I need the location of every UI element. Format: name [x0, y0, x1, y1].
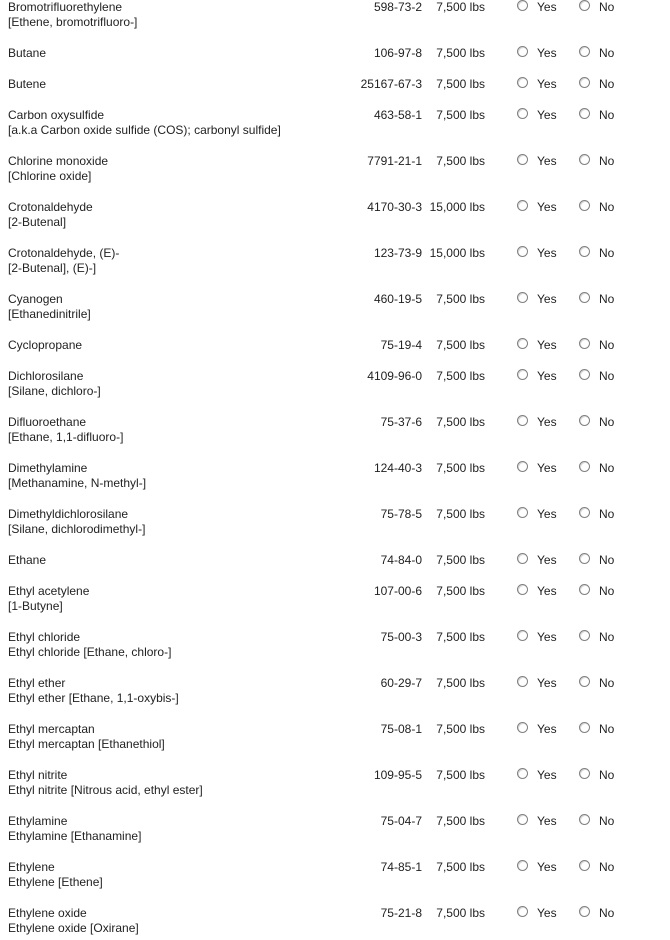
chemical-synonym: [Ethanedinitrile] — [8, 307, 91, 321]
chemical-name-cell — [8, 77, 338, 92]
cas-number: 74-85-1 — [380, 860, 422, 874]
no-label: No — [599, 722, 615, 736]
no-radio[interactable] — [579, 338, 590, 349]
threshold-quantity: 7,500 lbs — [436, 630, 485, 644]
threshold-quantity: 7,500 lbs — [436, 768, 485, 782]
chemical-name: Butane — [8, 46, 47, 60]
chemical-name: Carbon oxysulfide — [8, 108, 105, 122]
threshold-quantity: 7,500 lbs — [436, 906, 485, 920]
chemical-row — [0, 906, 670, 940]
threshold-quantity: 7,500 lbs — [436, 108, 485, 122]
no-radio[interactable] — [579, 584, 590, 595]
cas-number: 74-84-0 — [380, 553, 422, 567]
no-label: No — [599, 676, 615, 690]
yes-radio[interactable] — [517, 722, 528, 733]
yes-option[interactable] — [517, 77, 557, 92]
yes-label: Yes — [537, 369, 557, 383]
no-radio[interactable] — [579, 722, 590, 733]
chemical-name-cell — [8, 722, 338, 752]
yes-option[interactable] — [517, 369, 557, 384]
cas-number: 463-58-1 — [373, 108, 422, 122]
yes-option[interactable] — [517, 338, 557, 353]
no-label: No — [599, 200, 615, 214]
no-radio[interactable] — [579, 108, 590, 119]
chemical-name: Ethyl nitrite — [8, 768, 68, 782]
threshold-quantity: 7,500 lbs — [436, 0, 485, 14]
chemical-row — [0, 0, 670, 40]
no-option[interactable] — [579, 630, 614, 645]
chemical-name: Ethyl ether — [8, 676, 66, 690]
yes-option[interactable] — [517, 46, 557, 61]
cas-number: 106-97-8 — [373, 46, 422, 60]
no-option[interactable] — [579, 507, 614, 522]
yes-option[interactable] — [517, 0, 557, 15]
no-label: No — [599, 630, 615, 644]
no-label: No — [599, 108, 615, 122]
yes-option[interactable] — [517, 860, 557, 875]
no-radio[interactable] — [579, 630, 590, 641]
chemical-name-cell — [8, 246, 338, 276]
yes-radio[interactable] — [517, 553, 528, 564]
yes-label: Yes — [537, 814, 557, 828]
chemical-name-cell — [8, 46, 338, 61]
no-radio[interactable] — [579, 814, 590, 825]
chemical-synonym: [a.k.a Carbon oxide sulfide (COS); carbonyl sulfide] — [8, 123, 281, 137]
yes-radio[interactable] — [517, 814, 528, 825]
chemical-synonym: [Silane, dichloro-] — [8, 384, 101, 398]
chemical-row — [0, 860, 670, 900]
chemical-row — [0, 676, 670, 716]
chemical-synonym: [Silane, dichlorodimethyl-] — [8, 522, 146, 536]
yes-option[interactable] — [517, 154, 557, 169]
chemical-name-cell — [8, 860, 338, 890]
yes-option[interactable] — [517, 768, 557, 783]
chemical-synonym: [Chlorine oxide] — [8, 169, 92, 183]
chemical-synonym: Ethyl nitrite [Nitrous acid, ethyl ester] — [8, 783, 203, 797]
no-radio[interactable] — [579, 46, 590, 57]
threshold-quantity: 7,500 lbs — [436, 154, 485, 168]
yes-label: Yes — [537, 676, 557, 690]
no-label: No — [599, 461, 615, 475]
no-label: No — [599, 906, 615, 920]
no-radio[interactable] — [579, 369, 590, 380]
cas-number: 124-40-3 — [373, 461, 422, 475]
no-radio[interactable] — [579, 77, 590, 88]
cas-number: 4109-96-0 — [367, 369, 422, 383]
yes-option[interactable] — [517, 630, 557, 645]
cas-number: 598-73-2 — [373, 0, 422, 14]
yes-label: Yes — [537, 0, 557, 14]
no-option[interactable] — [579, 553, 614, 568]
chemical-name-cell — [8, 461, 338, 491]
cas-number: 4170-30-3 — [367, 200, 422, 214]
no-radio[interactable] — [579, 507, 590, 518]
no-radio[interactable] — [579, 906, 590, 917]
no-label: No — [599, 507, 615, 521]
chemical-name-cell — [8, 507, 338, 537]
yes-label: Yes — [537, 906, 557, 920]
yes-label: Yes — [537, 507, 557, 521]
chemical-row — [0, 154, 670, 194]
no-label: No — [599, 415, 615, 429]
yes-option[interactable] — [517, 553, 557, 568]
yes-label: Yes — [537, 338, 557, 352]
chemical-synonym: [1-Butyne] — [8, 599, 63, 613]
no-radio[interactable] — [579, 553, 590, 564]
threshold-quantity: 7,500 lbs — [436, 46, 485, 60]
yes-option[interactable] — [517, 722, 557, 737]
no-option[interactable] — [579, 369, 614, 384]
chemical-name: Crotonaldehyde, (E)- — [8, 246, 120, 260]
threshold-quantity: 7,500 lbs — [436, 461, 485, 475]
chemical-row — [0, 415, 670, 455]
cas-number: 60-29-7 — [380, 676, 422, 690]
no-option[interactable] — [579, 860, 614, 875]
cas-number: 25167-67-3 — [360, 77, 422, 91]
yes-label: Yes — [537, 860, 557, 874]
no-label: No — [599, 154, 615, 168]
chemical-name: Cyanogen — [8, 292, 63, 306]
no-option[interactable] — [579, 0, 614, 15]
cas-number: 107-00-6 — [373, 584, 422, 598]
chemical-synonym: [Ethane, 1,1-difluoro-] — [8, 430, 124, 444]
threshold-quantity: 7,500 lbs — [436, 676, 485, 690]
yes-option[interactable] — [517, 415, 557, 430]
chemical-name-cell — [8, 0, 338, 30]
chemical-name-cell — [8, 584, 338, 614]
no-label: No — [599, 246, 615, 260]
no-option[interactable] — [579, 906, 614, 921]
yes-radio[interactable] — [517, 676, 528, 687]
no-option[interactable] — [579, 338, 614, 353]
no-label: No — [599, 584, 615, 598]
chemical-name: Butene — [8, 77, 47, 91]
chemical-synonym: Ethylene [Ethene] — [8, 875, 103, 889]
no-option[interactable] — [579, 292, 614, 307]
cas-number: 75-04-7 — [380, 814, 422, 828]
chemical-synonym: [2-Butenal] — [8, 215, 67, 229]
yes-option[interactable] — [517, 676, 557, 691]
yes-radio[interactable] — [517, 906, 528, 917]
cas-number: 75-78-5 — [380, 507, 422, 521]
chemical-synonym: [Methanamine, N-methyl-] — [8, 476, 147, 490]
no-option[interactable] — [579, 415, 614, 430]
no-radio[interactable] — [579, 461, 590, 472]
chemical-synonym: Ethyl chloride [Ethane, chloro-] — [8, 645, 172, 659]
threshold-quantity: 7,500 lbs — [436, 722, 485, 736]
no-label: No — [599, 553, 615, 567]
yes-label: Yes — [537, 553, 557, 567]
no-option[interactable] — [579, 722, 614, 737]
yes-label: Yes — [537, 461, 557, 475]
yes-label: Yes — [537, 108, 557, 122]
yes-radio[interactable] — [517, 768, 528, 779]
cas-number: 75-19-4 — [380, 338, 422, 352]
yes-radio[interactable] — [517, 108, 528, 119]
yes-label: Yes — [537, 292, 557, 306]
chemical-row — [0, 369, 670, 409]
yes-radio[interactable] — [517, 246, 528, 257]
chemical-synonym: [Ethene, bromotrifluoro-] — [8, 15, 138, 29]
chemical-row — [0, 722, 670, 762]
chemical-row — [0, 292, 670, 332]
yes-radio[interactable] — [517, 369, 528, 380]
no-label: No — [599, 814, 615, 828]
chemical-name: Dichlorosilane — [8, 369, 84, 383]
no-option[interactable] — [579, 768, 614, 783]
cas-number: 460-19-5 — [373, 292, 422, 306]
no-radio[interactable] — [579, 292, 590, 303]
chemical-name: Ethylamine — [8, 814, 68, 828]
no-label: No — [599, 369, 615, 383]
no-label: No — [599, 77, 615, 91]
no-option[interactable] — [579, 246, 614, 261]
chemical-synonym: Ethyl mercaptan [Ethanethiol] — [8, 737, 165, 751]
chemical-row — [0, 768, 670, 808]
yes-radio[interactable] — [517, 584, 528, 595]
chemical-name: Bromotrifluorethylene — [8, 0, 123, 14]
chemical-row — [0, 584, 670, 624]
chemical-synonym: Ethylamine [Ethanamine] — [8, 829, 142, 843]
chemical-name-cell — [8, 154, 338, 184]
yes-option[interactable] — [517, 814, 557, 829]
chemical-name: Chlorine monoxide — [8, 154, 109, 168]
chemical-synonym: Ethylene oxide [Oxirane] — [8, 921, 139, 935]
chemical-name-cell — [8, 630, 338, 660]
chemical-name: Ethyl chloride — [8, 630, 81, 644]
cas-number: 75-00-3 — [380, 630, 422, 644]
threshold-quantity: 15,000 lbs — [429, 246, 485, 260]
yes-option[interactable] — [517, 507, 557, 522]
threshold-quantity: 7,500 lbs — [436, 292, 485, 306]
chemical-row — [0, 507, 670, 547]
cas-number: 123-73-9 — [373, 246, 422, 260]
chemical-name: Dimethyldichlorosilane — [8, 507, 129, 521]
chemical-name: Ethane — [8, 553, 47, 567]
threshold-quantity: 7,500 lbs — [436, 507, 485, 521]
cas-number: 75-21-8 — [380, 906, 422, 920]
no-option[interactable] — [579, 461, 614, 476]
chemical-name: Ethyl mercaptan — [8, 722, 95, 736]
no-radio[interactable] — [579, 860, 590, 871]
no-label: No — [599, 292, 615, 306]
chemical-name-cell — [8, 768, 338, 798]
yes-label: Yes — [537, 77, 557, 91]
yes-label: Yes — [537, 154, 557, 168]
no-radio[interactable] — [579, 415, 590, 426]
no-radio[interactable] — [579, 154, 590, 165]
yes-label: Yes — [537, 246, 557, 260]
yes-label: Yes — [537, 768, 557, 782]
yes-radio[interactable] — [517, 154, 528, 165]
threshold-quantity: 7,500 lbs — [436, 415, 485, 429]
yes-label: Yes — [537, 415, 557, 429]
chemical-row — [0, 246, 670, 286]
yes-radio[interactable] — [517, 292, 528, 303]
chemical-name: Ethyl acetylene — [8, 584, 90, 598]
no-radio[interactable] — [579, 768, 590, 779]
yes-radio[interactable] — [517, 415, 528, 426]
yes-label: Yes — [537, 46, 557, 60]
no-radio[interactable] — [579, 200, 590, 211]
threshold-quantity: 7,500 lbs — [436, 553, 485, 567]
no-radio[interactable] — [579, 0, 590, 11]
chemical-name-cell — [8, 200, 338, 230]
threshold-quantity: 7,500 lbs — [436, 584, 485, 598]
yes-radio[interactable] — [517, 338, 528, 349]
cas-number: 109-95-5 — [373, 768, 422, 782]
chemical-row — [0, 814, 670, 854]
chemical-name: Difluoroethane — [8, 415, 87, 429]
threshold-quantity: 7,500 lbs — [436, 814, 485, 828]
cas-number: 7791-21-1 — [367, 154, 422, 168]
yes-radio[interactable] — [517, 461, 528, 472]
chemical-row — [0, 108, 670, 148]
threshold-quantity: 7,500 lbs — [436, 77, 485, 91]
no-option[interactable] — [579, 200, 614, 215]
cas-number: 75-37-6 — [380, 415, 422, 429]
yes-label: Yes — [537, 584, 557, 598]
no-option[interactable] — [579, 108, 614, 123]
chemical-name: Dimethylamine — [8, 461, 88, 475]
chemical-name-cell — [8, 369, 338, 399]
no-option[interactable] — [579, 584, 614, 599]
yes-radio[interactable] — [517, 200, 528, 211]
no-label: No — [599, 46, 615, 60]
yes-radio[interactable] — [517, 46, 528, 57]
chemical-synonym: Ethyl ether [Ethane, 1,1-oxybis-] — [8, 691, 179, 705]
yes-option[interactable] — [517, 200, 557, 215]
chemical-name-cell — [8, 108, 338, 138]
no-option[interactable] — [579, 77, 614, 92]
chemical-name-cell — [8, 415, 338, 445]
yes-option[interactable] — [517, 584, 557, 599]
chemical-row — [0, 630, 670, 670]
chemical-synonym: [2-Butenal], (E)-] — [8, 261, 97, 275]
threshold-quantity: 7,500 lbs — [436, 860, 485, 874]
no-option[interactable] — [579, 814, 614, 829]
no-option[interactable] — [579, 676, 614, 691]
chemical-name-cell — [8, 338, 338, 353]
cas-number: 75-08-1 — [380, 722, 422, 736]
yes-label: Yes — [537, 722, 557, 736]
chemical-name: Ethylene — [8, 860, 55, 874]
no-radio[interactable] — [579, 676, 590, 687]
yes-option[interactable] — [517, 292, 557, 307]
chemical-name: Ethylene oxide — [8, 906, 87, 920]
chemical-row — [0, 461, 670, 501]
no-label: No — [599, 0, 615, 14]
no-label: No — [599, 860, 615, 874]
yes-option[interactable] — [517, 461, 557, 476]
chemical-name-cell — [8, 292, 338, 322]
chemical-name-cell — [8, 814, 338, 844]
chemical-name: Crotonaldehyde — [8, 200, 93, 214]
yes-radio[interactable] — [517, 860, 528, 871]
yes-label: Yes — [537, 630, 557, 644]
no-radio[interactable] — [579, 246, 590, 257]
yes-option[interactable] — [517, 246, 557, 261]
chemical-name-cell — [8, 906, 338, 936]
yes-radio[interactable] — [517, 630, 528, 641]
threshold-quantity: 7,500 lbs — [436, 338, 485, 352]
no-label: No — [599, 768, 615, 782]
yes-option[interactable] — [517, 108, 557, 123]
threshold-quantity: 15,000 lbs — [429, 200, 485, 214]
no-option[interactable] — [579, 154, 614, 169]
yes-radio[interactable] — [517, 77, 528, 88]
no-label: No — [599, 338, 615, 352]
chemical-name-cell — [8, 676, 338, 706]
yes-radio[interactable] — [517, 507, 528, 518]
chemical-name-cell — [8, 553, 338, 568]
no-option[interactable] — [579, 46, 614, 61]
chemical-row — [0, 200, 670, 240]
yes-label: Yes — [537, 200, 557, 214]
chemical-name: Cyclopropane — [8, 338, 83, 352]
yes-option[interactable] — [517, 906, 557, 921]
threshold-quantity: 7,500 lbs — [436, 369, 485, 383]
yes-radio[interactable] — [517, 0, 528, 11]
